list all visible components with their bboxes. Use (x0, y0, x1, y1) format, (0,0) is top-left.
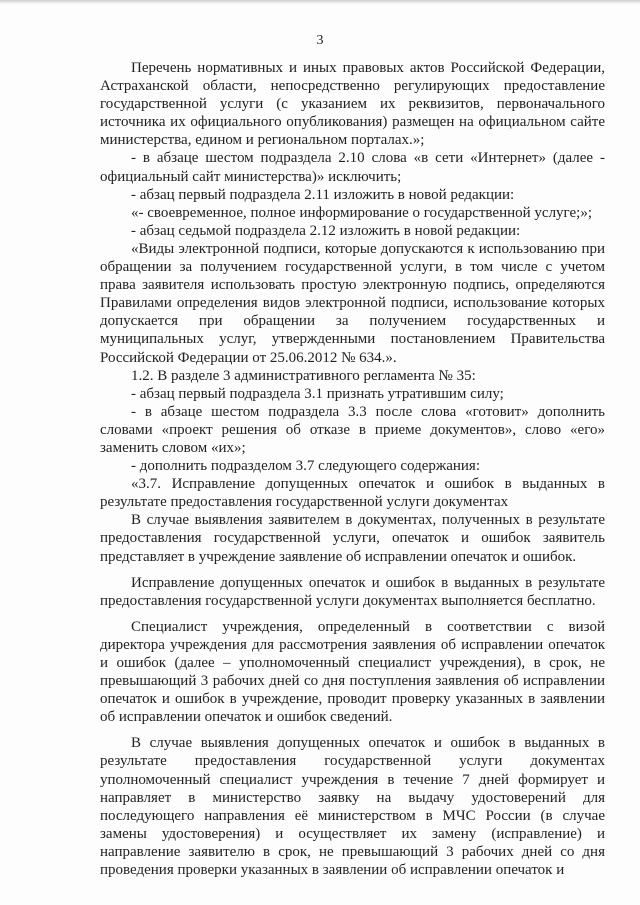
paragraph-legal-acts: Перечень нормативных и иных правовых актов Российской Федерации, Астраханской области, непосредственно регулирующих предоставление государственной услуги (с указанием их реквизитов, первоначального источника их официального опубликования) размещен на официальном сайте министерства, едином и региональном порталах.»; (100, 60, 605, 149)
paragraph-3-7-free: Исправление допущенных опечаток и ошибок в выданных в результате предоставления государственной услуги документах выполняется бесплатно. (100, 574, 605, 609)
paragraph-3-7-title: «3.7. Исправление допущенных опечаток и ошибок в выданных в результате предоставления государственной услуги документах (100, 476, 605, 511)
paragraph-2-11: - абзац первый подраздела 2.11 изложить в новой редакции: (131, 186, 515, 203)
paragraph-3-3: - в абзаце шестом подраздела 3.3 после слова «готовит» дополнить словами «проект решения об отказе в приеме документов», слово «его» заменить словом «их»; (100, 403, 605, 456)
paragraph-3-1: - абзац первый подраздела 3.1 признать утратившим силу; (131, 385, 504, 402)
paragraph-2-11-text: «- своевременное, полное информирование о государственной услуге;»; (131, 204, 593, 221)
page-number: 3 (316, 33, 324, 48)
paragraph-3-7-intro: - дополнить подразделом 3.7 следующего содержания: (131, 458, 480, 475)
scan-edge (0, 0, 640, 4)
paragraph-2-12-text: «Виды электронной подписи, которые допускаются к использованию при обращении за получением государственной услуги, в том числе с учетом права заявителя использовать простую электронную подпись, определяются Правилами определения видов электронной подписи, использование которых допускается при обращении за получением государственных и муниципальных услуг, утвержденными постановлением Правительства Российской Федерации от 25.06.2012 № 634.». (100, 240, 605, 366)
paragraph-3-7-specialist: Специалист учреждения, определенный в соответствии с визой директора учреждения для рассмотрения заявления об исправлении опечаток и ошибок (далее – уполномоченный специалист учреждения), в срок, не превышающий 3 рабочих дней со дня поступления заявления об исправлении опечаток и ошибок в учреждение, проводит проверку указанных в заявлении об исправлении опечаток и ошибок сведений. (100, 618, 605, 726)
paragraph-3-7-replacement: В случае выявления допущенных опечаток и ошибок в выданных в результате предоставления государственной услуги документах уполномоченный специалист учреждения в течение 7 дней формирует и направляет в министерство заявку на выдачу удостоверений для последующего направления её министерством в МЧС России (в случае замены удостоверения) и осуществляет их замену (исправление) и направление заявителю в срок, не превышающий 3 рабочих дней со дня проведения проверки указанных в заявлении об исправлении опечаток и (100, 735, 605, 879)
document-body (100, 59, 605, 879)
paragraph-2-12: - абзац седьмой подраздела 2.12 изложить в новой редакции: (131, 222, 521, 239)
paragraph-2-10: - в абзаце шестом подраздела 2.10 слова «в сети «Интернет» (далее - официальный сайт министерства)» исключить; (100, 150, 605, 185)
paragraph-1-2: 1.2. В разделе 3 административного регламента № 35: (131, 367, 476, 384)
paragraph-3-7-case: В случае выявления заявителем в документах, полученных в результате предоставления государственной услуги, опечаток и ошибок заявитель представляет в учреждение заявление об исправлении опечаток и ошибок. (100, 512, 605, 565)
